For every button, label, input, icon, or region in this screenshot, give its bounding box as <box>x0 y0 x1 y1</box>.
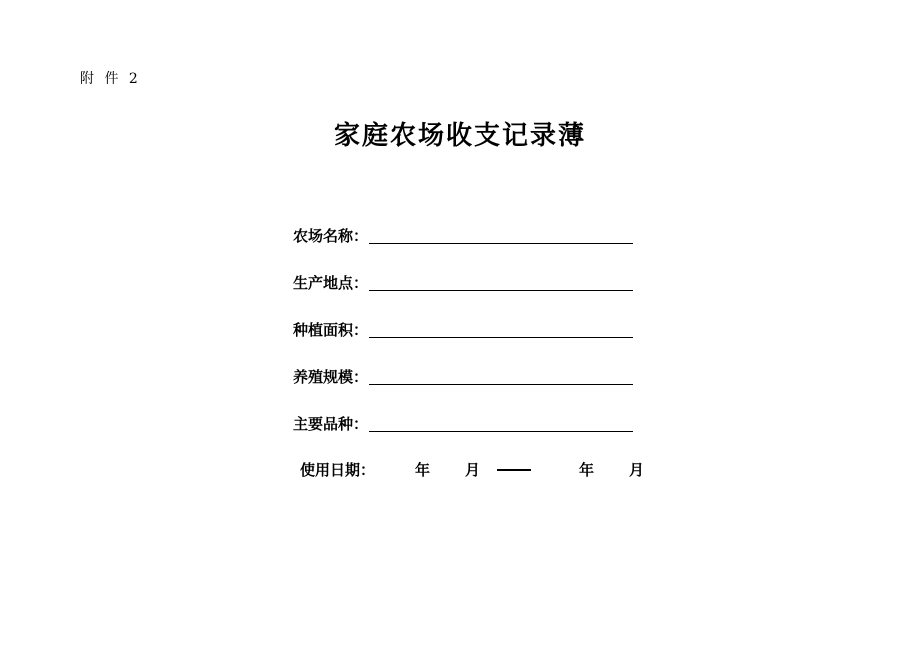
date-range-separator <box>497 469 531 471</box>
page-title: 家庭农场收支记录薄 <box>333 121 586 151</box>
start-year-unit: 年 <box>415 461 431 479</box>
main-varieties-blank[interactable] <box>369 413 633 432</box>
field-label-production-location: 生产地点： <box>293 274 369 292</box>
breeding-scale-blank[interactable] <box>369 366 633 385</box>
field-label-main-varieties: 主要品种： <box>293 415 369 433</box>
planting-area-blank[interactable] <box>369 319 633 338</box>
usage-date-label: 使用日期： <box>300 461 376 479</box>
field-production-location <box>293 271 633 293</box>
field-planting-area <box>293 318 633 340</box>
field-label-breeding-scale: 养殖规模： <box>293 368 369 386</box>
start-month-unit: 月 <box>465 461 481 479</box>
usage-date-row <box>300 459 649 481</box>
field-label-planting-area: 种植面积： <box>293 321 369 339</box>
field-farm-name <box>293 224 633 246</box>
field-label-farm-name: 农场名称： <box>293 227 369 245</box>
production-location-blank[interactable] <box>369 272 633 291</box>
field-main-varieties <box>293 412 633 434</box>
farm-name-blank[interactable] <box>369 225 633 244</box>
form-fields <box>293 224 633 459</box>
end-month-unit: 月 <box>629 461 645 479</box>
attachment-number: 附 件 2 <box>80 71 141 87</box>
end-year-unit: 年 <box>579 461 595 479</box>
field-breeding-scale <box>293 365 633 387</box>
